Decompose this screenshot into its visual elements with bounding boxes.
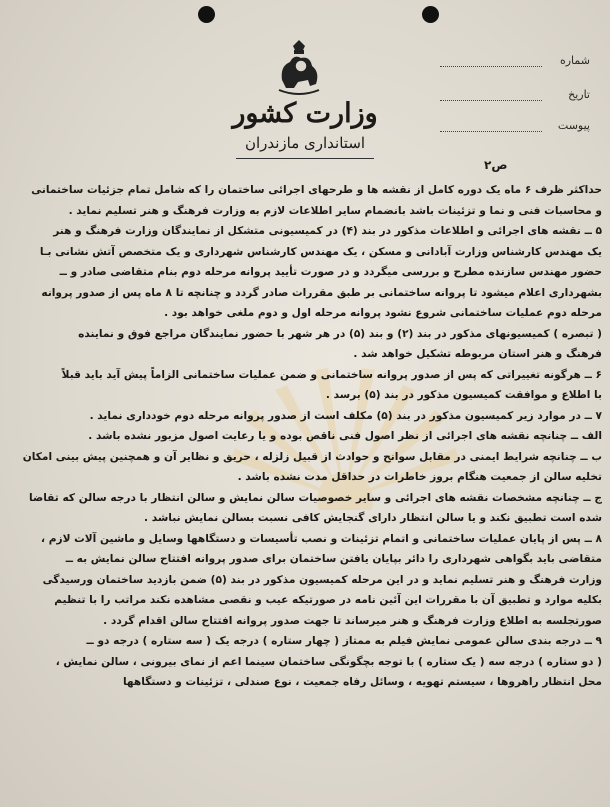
date-label: تاریخ [568, 88, 590, 101]
regulation-body [8, 180, 602, 693]
body-line: بکلیه موارد و تطبیق آن با مقررات این آئین نامه در صورتیکه عیب و نقصی مشاهده نکند مراتب را با تنظیم [54, 594, 602, 606]
body-line: وزارت فرهنگ و هنر تسلیم نماید و در این مرحله کمیسیون مذکور در بند (۵) ضمن بازدید ساختمان ورسیدگی [42, 573, 602, 586]
body-line: حضور مهندس سازنده مطرح و بررسی میگردد و در صورت تأیید پروانه مرحله دوم بنام متقاضی صادر و ــ [59, 266, 602, 278]
body-line: بشهرداری اعلام میشود تا پروانه ساختمانی بر طبق مقررات صادر گردد و چنانچه تا ۸ ماه پس از صدور پروانه [41, 286, 602, 299]
body-line: ب ــ چنانچه شرایط ایمنی در مقابل سوانح و حوادث از قبیل زلزله ، حریق و نظایر آن و همچنین پیش بینی امکان [22, 450, 602, 463]
lion-and-sun-emblem-icon [276, 40, 322, 100]
punch-hole-left [198, 6, 215, 23]
attachment-dotted-line [440, 131, 542, 132]
body-line: متقاضی باید بگواهی شهرداری را دائر بپایان یافتن ساختمان برای صدور پروانه افتتاح سالن نمایش به ــ [65, 553, 602, 565]
body-line: با اطلاع و موافقت کمیسیون مذکور در بند (۵) برسد . [325, 389, 602, 401]
body-line: ۵ ــ نقشه های اجرائی و اطلاعات مذکور در بند (۴) در کمیسیونی متشکل از نمایندگان وزارت فرهنگ و هنر [53, 225, 602, 237]
attachment-field [440, 119, 590, 137]
body-line: حداکثر ظرف ۶ ماه یک دوره کامل از نقشه ها و طرحهای اجرائی ساختمان را که شامل تمام جزئیات ساختمانی [31, 184, 602, 196]
body-line: ( دو ستاره ) درجه سه ( یک ستاره ) با توجه بچگونگی ساختمان سینما اعم از نمای بیرونی ، سالن نمایش ، [55, 655, 602, 668]
subtitle-underline [236, 158, 374, 159]
body-line: ۶ ــ هرگونه تغییراتی که پس از صدور پروانه ساختمانی و ضمن عملیات ساختمانی الزاماً پیش آید باید قبلاً [61, 368, 602, 381]
body-line: ۹ ــ درجه بندی سالن عمومی نمایش فیلم به ممتاز ( چهار ستاره ) درجه یک ( سه ستاره ) درجه دو ــ [86, 635, 602, 647]
body-line: و محاسبات فنی و نما و تزئینات باشد بانضمام سایر اطلاعات لازم به وزارت فرهنگ و هنر تسلیم نماید . [68, 204, 602, 217]
date-dotted-line [440, 100, 542, 101]
body-line: ( تبصره ) کمیسیونهای مذکور در بند (۲) و بند (۵) در هر شهر با حضور نمایندگان مراجع فوق و نماینده [78, 327, 602, 340]
body-line: ۷ ــ در موارد زیر کمیسیون مذکور در بند (۵) مکلف است از صدور پروانه مرحله دوم خودداری نماید . [89, 409, 602, 422]
ministry-title: وزارت کشور [232, 98, 378, 129]
body-line: تخلیه سالن از جمعیت هنگام بروز خاطرات در حداقل مدت نشده باشد . [237, 471, 602, 483]
body-line: شده است تطبیق نکند و یا سالن انتظار دارای گنجایش کافی نسبت بسالن نمایش نباشد . [144, 512, 602, 524]
number-field [440, 54, 590, 72]
body-line: یک مهندس کارشناس وزارت آبادانی و مسکن ، یک مهندس کارشناس شهرداری و یک متخصص آتش نشانی بـا [39, 245, 602, 258]
date-field [440, 88, 590, 106]
province-subtitle: استانداری مازندران [244, 134, 366, 152]
body-line: محل انتظار راهروها ، سیستم تهویه ، وسائل رفاه جمعیت ، نوع صندلی ، تزئینات و دستگاهها [122, 676, 602, 688]
body-line: مرحله دوم عملیات ساختمانی شروع نشود پروانه مرحله اول و دوم ملغی خواهد بود . [164, 307, 602, 319]
attachment-label: پیوست [557, 119, 590, 132]
punch-hole-right [422, 6, 439, 23]
page-number: ص۲ [484, 158, 508, 172]
number-label: شماره [559, 54, 590, 67]
body-line: الف ــ چنانچه نقشه های اجرائی از نظر اصول فنی ناقص بوده و یا رعایت اصول مزبور نشده باشد . [88, 430, 602, 442]
body-line: فرهنگ و هنر استان مربوطه تشکیل خواهد شد . [353, 348, 602, 360]
number-dotted-line [440, 66, 542, 67]
body-line: ۸ ــ پس از پایان عملیات ساختمانی و اتمام تزئینات و نصب تأسیسات و دستگاهها وسایل و ماشین آلات لازم ، [41, 532, 602, 545]
body-line: ج ــ چنانچه مشخصات نقشه های اجرائی و سایر خصوصیات سالن نمایش و سالن انتظار با درجه سالن که تقاضا [28, 491, 602, 504]
body-line: صورتجلسه به اطلاع وزارت فرهنگ و هنر میرساند تا جهت صدور پروانه افتتاح سالن اقدام گردد . [103, 614, 602, 627]
